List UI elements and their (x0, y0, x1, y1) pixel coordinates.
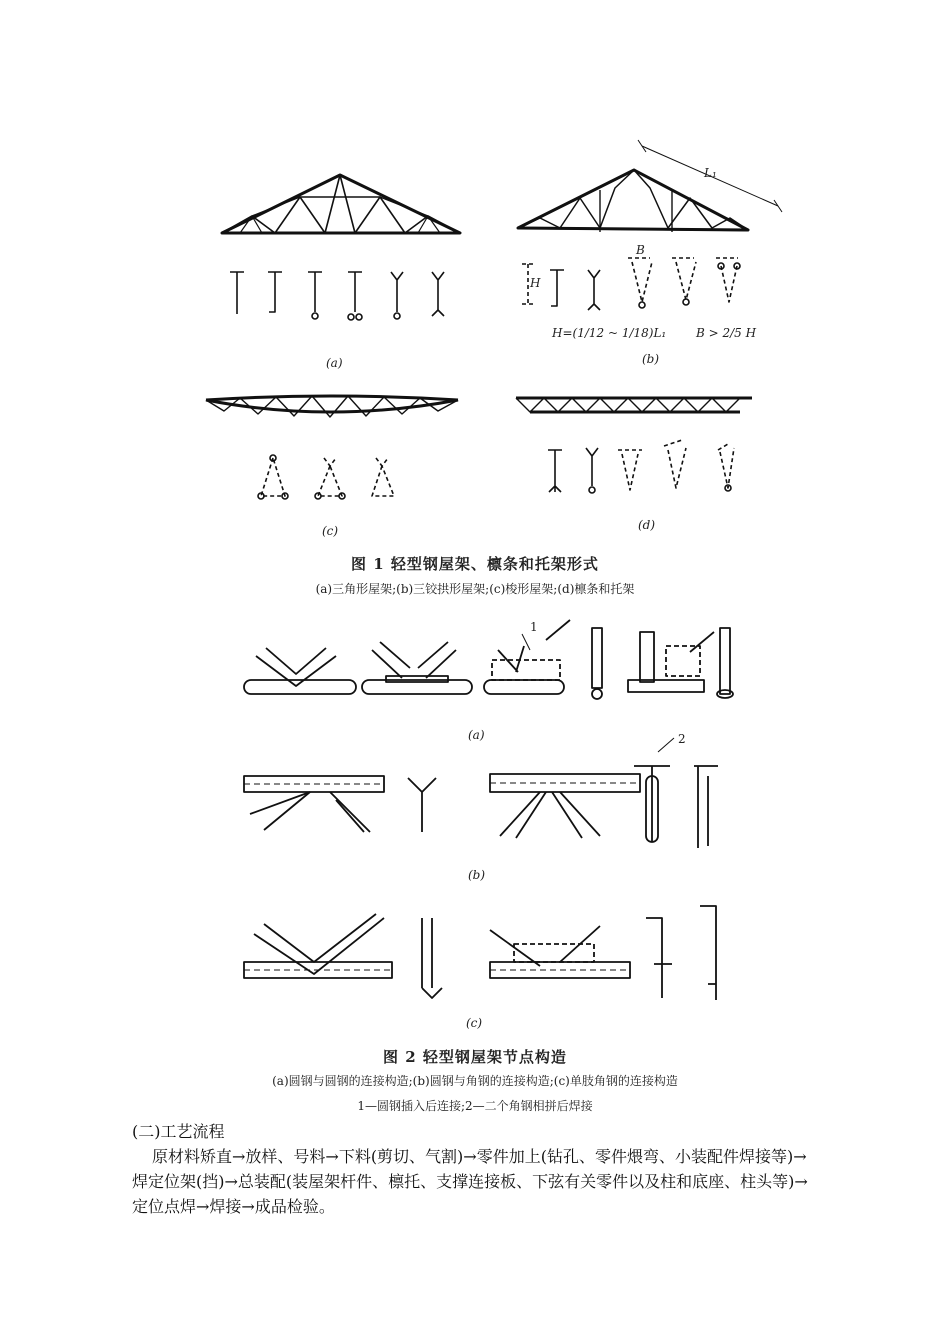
fig1-label-c: (c) (322, 524, 339, 538)
fig2-label-b: (b) (468, 868, 486, 882)
formula-b: B > 2/5 H (696, 326, 757, 340)
figure2-note: 1—圆钢插入后连接;2—二个角钢相拼后焊接 (357, 1099, 593, 1113)
fishbelly-truss (206, 396, 458, 417)
fig1-label-b: (b) (642, 352, 660, 366)
figure1-title: 图 1 轻型钢屋架、檩条和托架形式 (351, 555, 599, 573)
section-profiles-a (230, 272, 444, 320)
round-steel-joints (244, 620, 733, 699)
callout-1: 1 (530, 620, 538, 634)
fig1-label-a: (a) (326, 356, 343, 370)
fig2-label-c: (c) (466, 1016, 483, 1030)
arch-truss (518, 140, 782, 232)
purlin-bracket (516, 398, 752, 412)
figure1-subtitle: (a)三角形屋架;(b)三铰拱形屋架;(c)梭形屋架;(d)檩条和托架 (315, 582, 635, 596)
section-profiles-b (522, 258, 740, 310)
section-heading: (二)工艺流程 (132, 1122, 225, 1141)
process-paragraph: 原材料矫直→放样、号料→下料(剪切、气割)→零件加上(钻孔、零件煨弯、小装配件焊接等)→焊定位架(挡)→总装配(装屋架杆件、檩托、支撑连接板、下弦有关零件以及柱和底座、柱头等)→定位点焊→焊接→成品检验。 (132, 1147, 808, 1216)
fig1-label-d: (d) (638, 518, 656, 532)
section-profiles-d (548, 440, 734, 493)
fig2-label-a: (a) (468, 728, 485, 742)
section-profiles-c (258, 455, 394, 499)
single-angle-joints (244, 906, 716, 1000)
callout-2: 2 (678, 732, 686, 746)
dimension-h: H (530, 276, 541, 290)
dimension-b: B (636, 243, 645, 257)
figure2-subtitle: (a)圆钢与圆钢的连接构造;(b)圆钢与角钢的连接构造;(c)单肢角钢的连接构造 (272, 1074, 678, 1088)
figure2-title: 图 2 轻型钢屋架节点构造 (383, 1048, 567, 1066)
round-angle-joints (244, 738, 718, 848)
formula-h: H=(1/12 ~ 1/18)L₁ (552, 326, 667, 340)
dimension-l1: L₁ (704, 166, 717, 180)
triangular-truss (222, 175, 460, 233)
